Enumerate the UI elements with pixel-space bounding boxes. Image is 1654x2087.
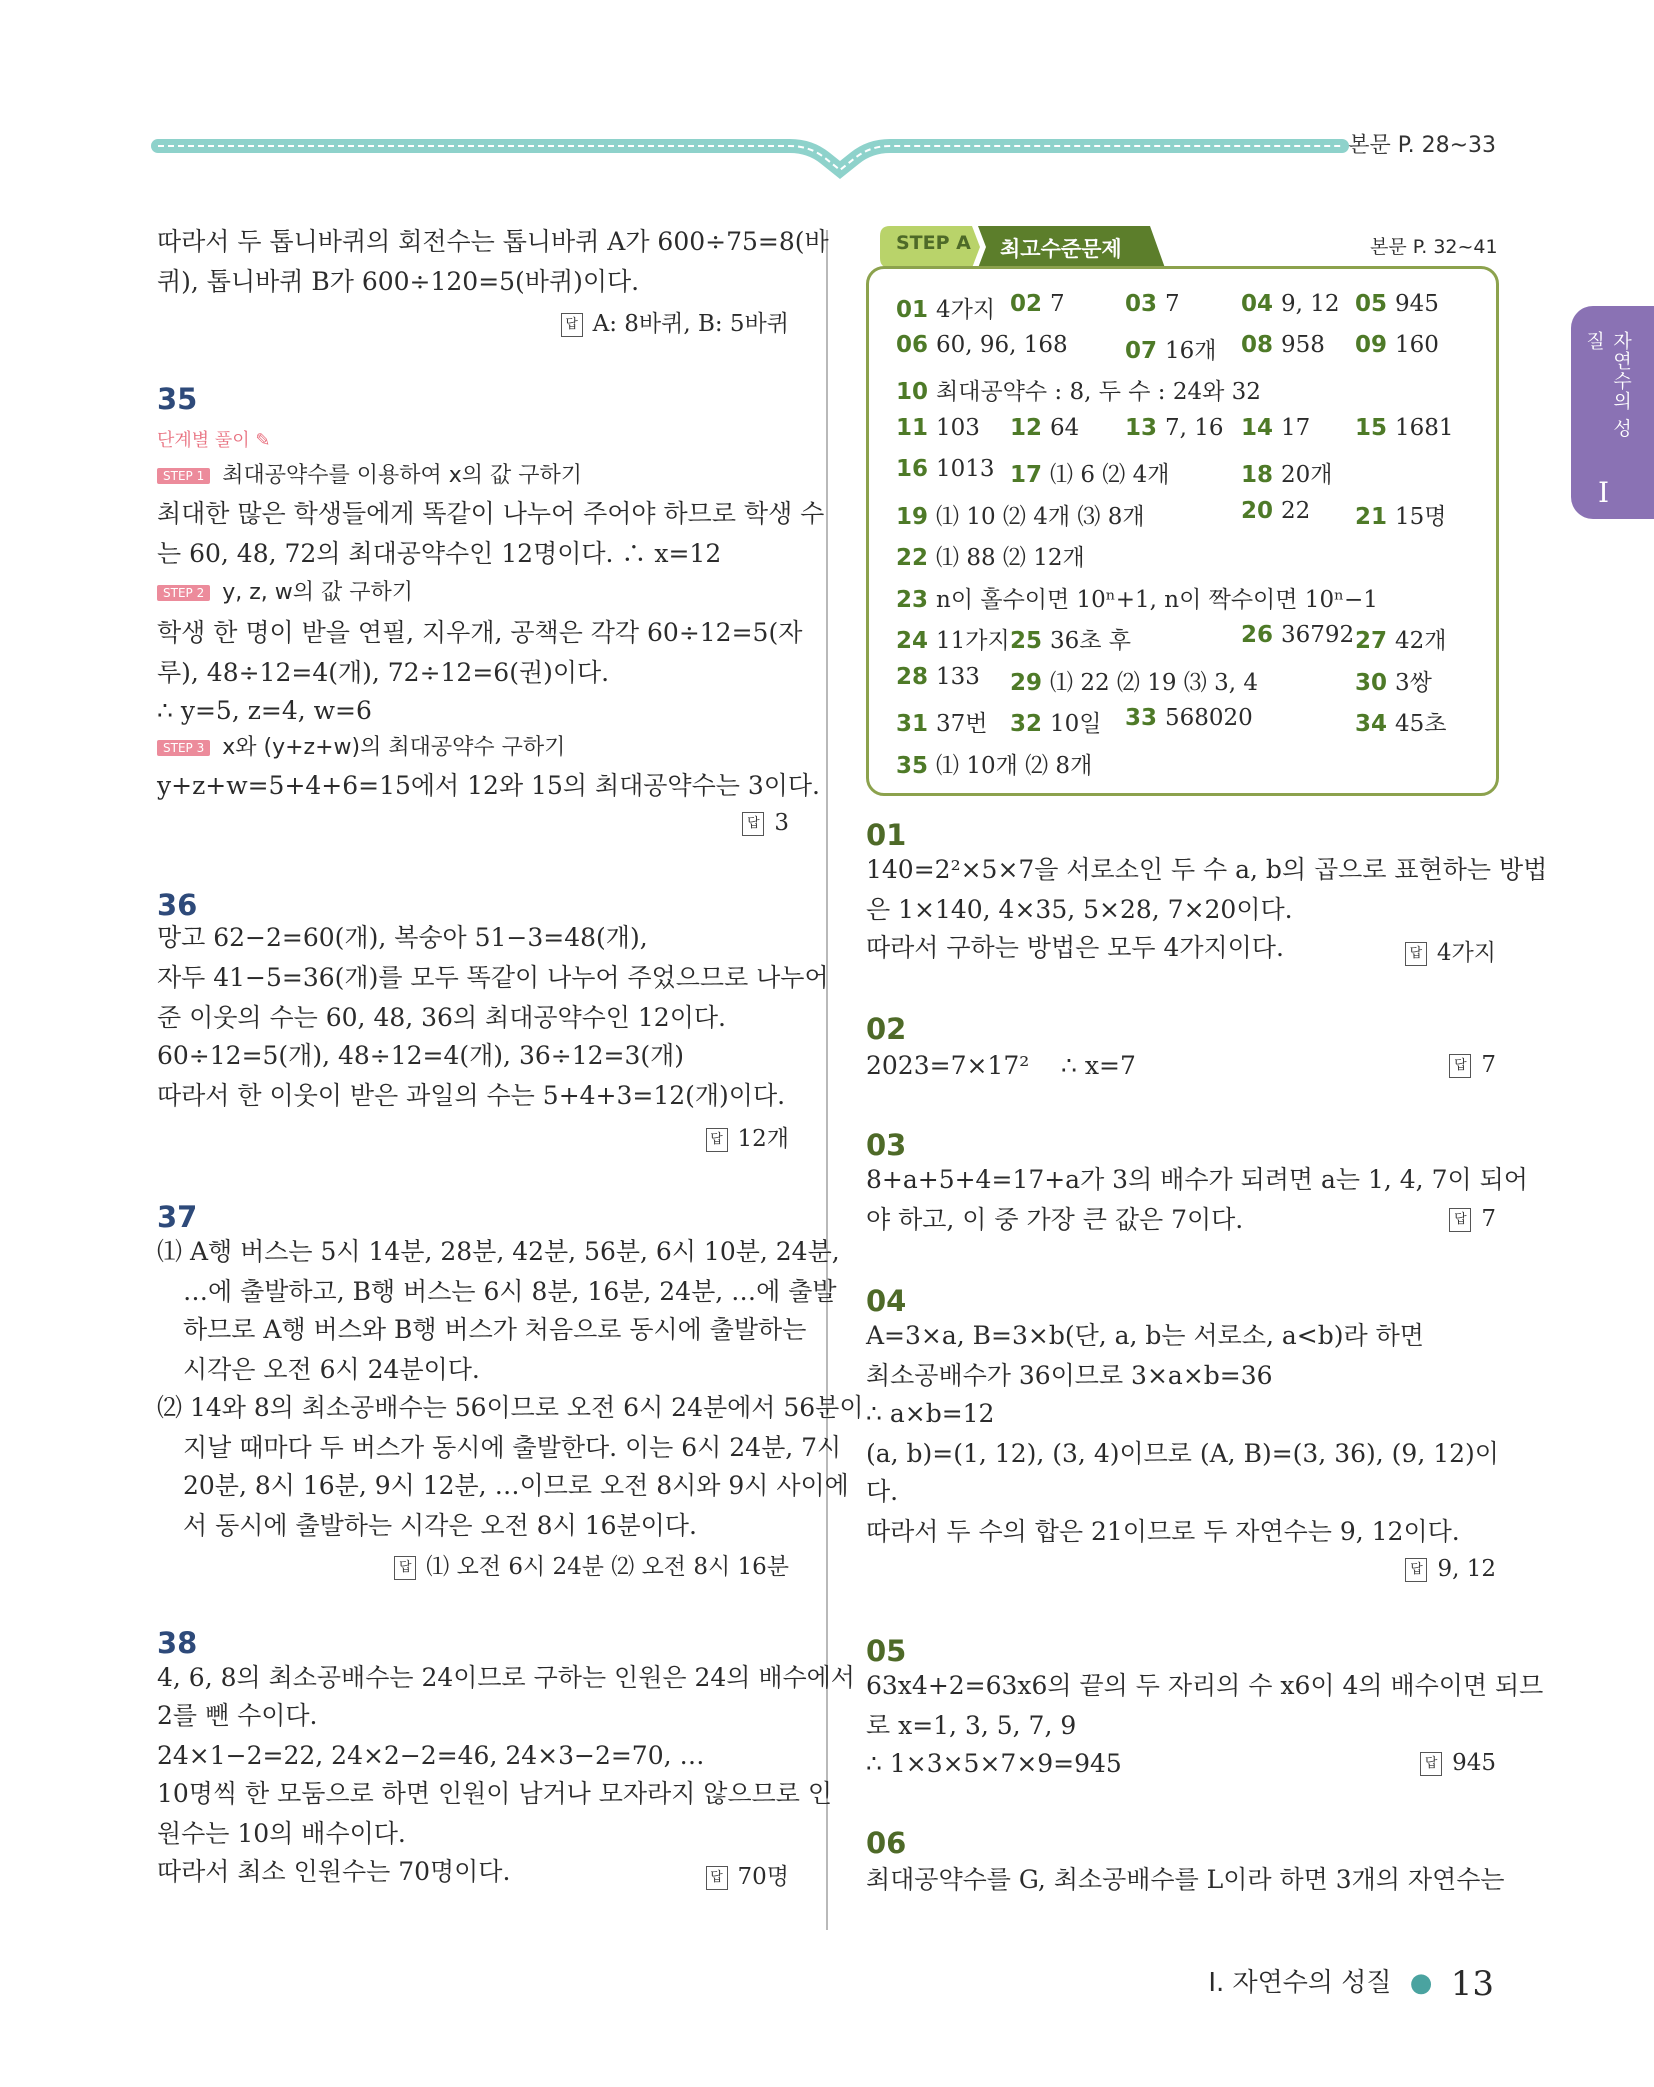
step2-heading: [157, 575, 413, 606]
problem-37-number: 37: [157, 1200, 198, 1234]
s03-line-1: 8+a+5+4=17+a가 3의 배수가 되려면 a는 1, 4, 7이 되어: [866, 1165, 1528, 1194]
s05-line-3: ∴ 1×3×5×7×9=945: [866, 1749, 1122, 1778]
intro-line-1: 따라서 두 톱니바퀴의 회전수는 톱니바퀴 A가 600÷75=8(바: [157, 227, 829, 256]
p37-answer: [394, 1548, 789, 1581]
answer-key-item: 22 ⑴ 88 ⑵ 12개: [896, 545, 1085, 571]
p37-line-4: 시각은 오전 6시 24분이다.: [183, 1355, 480, 1384]
answer-key-item: 35 ⑴ 10개 ⑵ 8개: [896, 753, 1093, 779]
p36-line-5: 따라서 한 이웃이 받은 과일의 수는 5+4+3=12(개)이다.: [157, 1081, 786, 1110]
answer-key-item: 18 20개: [1241, 462, 1333, 488]
solution-03-number: 03: [866, 1128, 907, 1162]
answer-key-box: [866, 266, 1499, 796]
s02-line-1: 2023=7×17² ∴ x=7: [866, 1051, 1136, 1080]
answer-key-item: 10 최대공약수 : 8, 두 수 : 24와 32: [896, 379, 1261, 405]
s04-line-5: 다.: [866, 1477, 899, 1506]
step3-heading: [157, 730, 565, 761]
problem-36-number: 36: [157, 888, 198, 922]
answer-key-item: 26 36792: [1241, 622, 1355, 648]
step-solution-title-text: 단계별 풀이: [157, 430, 250, 451]
header-page-ref: 본문 P. 28~33: [1348, 133, 1496, 158]
p37-line-3: 하므로 A행 버스와 B행 버스가 처음으로 동시에 출발하는: [183, 1315, 807, 1344]
answer-mark: 답: [742, 812, 764, 836]
s01-answer-text: 4가지: [1436, 940, 1496, 966]
page-number: 13: [1450, 1963, 1494, 2004]
s02-answer: [1449, 1052, 1496, 1078]
answer-mark: 답: [394, 1556, 416, 1580]
bulb-icon: ●: [1409, 1968, 1433, 1998]
answer-key-item: 08 958: [1241, 332, 1325, 358]
answer-key-item: 14 17: [1241, 415, 1311, 441]
s01-line-1: 140=2²×5×7을 서로소인 두 수 a, b의 곱으로 표현하는 방법: [866, 855, 1548, 884]
answer-key-item: 34 45초: [1355, 711, 1447, 737]
p36-line-4: 60÷12=5(개), 48÷12=4(개), 36÷12=3(개): [157, 1041, 685, 1070]
p37-line-6: 지날 때마다 두 버스가 동시에 출발한다. 이는 6시 24분, 7시: [183, 1433, 842, 1462]
answer-key-item: 16 1013: [896, 456, 995, 482]
step1-line-1: 최대한 많은 학생들에게 똑같이 나누어 주어야 하므로 학생 수: [157, 499, 825, 528]
answer-key-item: 13 7, 16: [1125, 415, 1224, 441]
step3-line-1: y+z+w=5+4+6=15에서 12와 15의 최대공약수는 3이다.: [157, 771, 820, 800]
step-a-page-ref: 본문 P. 32~41: [1370, 236, 1498, 258]
answer-key-item: 21 15명: [1355, 504, 1447, 530]
step1-text: 최대공약수를 이용하여 x의 값 구하기: [222, 463, 582, 488]
answer-key-item: 11 103: [896, 415, 980, 441]
p37-line-8: 서 동시에 출발하는 시각은 오전 8시 16분이다.: [183, 1511, 697, 1540]
s01-line-2: 은 1×140, 4×35, 5×28, 7×20이다.: [866, 895, 1293, 924]
p37-answer-text: ⑴ 오전 6시 24분 ⑵ 오전 8시 16분: [426, 1554, 789, 1580]
s04-line-1: A=3×a, B=3×b(단, a, b는 서로소, a<b)라 하면: [866, 1321, 1424, 1350]
step2-line-1: 학생 한 명이 받을 연필, 지우개, 공책은 각각 60÷12=5(자: [157, 618, 803, 647]
s05-line-2: 로 x=1, 3, 5, 7, 9: [866, 1711, 1077, 1740]
answer-key-item: 03 7: [1125, 291, 1180, 317]
s04-answer: [1405, 1556, 1496, 1582]
p38-line-3: 24×1−2=22, 24×2−2=46, 24×3−2=70, …: [157, 1741, 705, 1770]
s04-line-2: 최소공배수가 36이므로 3×a×b=36: [866, 1361, 1273, 1390]
answer-mark: 답: [561, 313, 583, 337]
s01-answer: [1405, 934, 1496, 967]
p37-line-7: 20분, 8시 16분, 9시 12분, …이므로 오전 8시와 9시 사이에: [183, 1471, 849, 1500]
answer-key-item: 28 133: [896, 664, 980, 690]
answer-key-item: 06 60, 96, 168: [896, 332, 1068, 358]
s03-answer: [1449, 1206, 1496, 1232]
chapter-side-tab: [1571, 306, 1654, 519]
p38-line-4: 10명씩 한 모둠으로 하면 인원이 남거나 모자라지 않으므로 인: [157, 1779, 832, 1808]
p38-line-5: 원수는 10의 배수이다.: [157, 1819, 406, 1848]
answer-key-item: 30 3쌍: [1355, 670, 1432, 696]
p35-answer: [742, 810, 789, 836]
answer-mark: 답: [706, 1866, 728, 1890]
answer-mark: 답: [706, 1128, 728, 1152]
solution-02-number: 02: [866, 1012, 907, 1046]
solution-01-number: 01: [866, 818, 907, 852]
answer-mark: 답: [1449, 1208, 1471, 1232]
answer-key-item: 23 n이 홀수이면 10ⁿ+1, n이 짝수이면 10ⁿ−1: [896, 587, 1378, 613]
step2-text: y, z, w의 값 구하기: [222, 580, 413, 605]
answer-key-item: 19 ⑴ 10 ⑵ 4개 ⑶ 8개: [896, 504, 1145, 530]
step1-heading: [157, 458, 582, 489]
answer-key-item: 24 11가지: [896, 628, 1010, 654]
step-solution-title: [157, 426, 271, 452]
p37-line-2: …에 출발하고, B행 버스는 6시 8분, 16분, 24분, …에 출발: [183, 1277, 837, 1306]
answer-mark: 답: [1405, 942, 1427, 966]
answer-key-item: 15 1681: [1355, 415, 1454, 441]
p37-line-5: ⑵ 14와 8의 최소공배수는 56이므로 오전 6시 24분에서 56분이: [157, 1393, 864, 1422]
p36-line-2: 자두 41−5=36(개)를 모두 똑같이 나누어 주었으므로 나누어: [157, 963, 829, 992]
step2-line-2: 루), 48÷12=4(개), 72÷12=6(권)이다.: [157, 658, 610, 687]
solution-04-number: 04: [866, 1284, 907, 1318]
s02-answer-text: 7: [1481, 1052, 1496, 1078]
p36-line-3: 준 이웃의 수는 60, 48, 36의 최대공약수인 12이다.: [157, 1003, 726, 1032]
answer-key-item: 17 ⑴ 6 ⑵ 4개: [1010, 462, 1170, 488]
side-tab-label: 자연수의 성질: [1583, 331, 1632, 439]
p36-line-1: 망고 62−2=60(개), 복숭아 51−3=48(개),: [157, 923, 648, 952]
p38-answer-text: 70명: [737, 1864, 789, 1890]
p35-answer-text: 3: [774, 810, 789, 836]
p38-line-2: 2를 뺀 수이다.: [157, 1701, 318, 1730]
answer-key-item: 09 160: [1355, 332, 1439, 358]
s03-answer-text: 7: [1481, 1206, 1496, 1232]
header-ribbon: [150, 118, 1350, 198]
answer-key-item: 27 42개: [1355, 628, 1447, 654]
answer-key-item: 05 945: [1355, 291, 1439, 317]
s05-answer: [1420, 1750, 1496, 1776]
s05-answer-text: 945: [1452, 1750, 1496, 1776]
problem-38-number: 38: [157, 1626, 198, 1660]
solution-06-number: 06: [866, 1826, 907, 1860]
answer-key-item: 31 37번: [896, 711, 988, 737]
answer-key-item: 33 568020: [1125, 705, 1253, 731]
intro-line-2: 퀴), 톱니바퀴 B가 600÷120=5(바퀴)이다.: [157, 267, 640, 296]
s04-line-4: (a, b)=(1, 12), (3, 4)이므로 (A, B)=(3, 36), (9, 12)이: [866, 1439, 1499, 1468]
p36-answer-text: 12개: [737, 1126, 789, 1152]
s03-line-2: 야 하고, 이 중 가장 큰 값은 7이다.: [866, 1205, 1244, 1234]
s04-answer-text: 9, 12: [1437, 1556, 1496, 1582]
step1-tag: STEP 1: [157, 468, 210, 484]
step2-line-3: ∴ y=5, z=4, w=6: [157, 696, 372, 725]
answer-mark: 답: [1449, 1054, 1471, 1078]
answer-key-item: 29 ⑴ 22 ⑵ 19 ⑶ 3, 4: [1010, 670, 1258, 696]
step3-text: x와 (y+z+w)의 최대공약수 구하기: [222, 735, 566, 760]
p38-answer: [706, 1858, 790, 1891]
s04-line-3: ∴ a×b=12: [866, 1399, 995, 1428]
answer-key-item: 02 7: [1010, 291, 1065, 317]
answer-key-item: 07 16개: [1125, 338, 1217, 364]
problem-35-number: 35: [157, 382, 198, 416]
page-footer: [1208, 1962, 1494, 2004]
p36-answer: [706, 1120, 790, 1153]
p38-line-1: 4, 6, 8의 최소공배수는 24이므로 구하는 인원은 24의 배수에서: [157, 1663, 855, 1692]
intro-answer: [561, 305, 789, 338]
pencil-icon: ✎: [255, 430, 271, 451]
step-a-title: 최고수준문제: [1000, 237, 1122, 261]
s01-line-3: 따라서 구하는 방법은 모두 4가지이다.: [866, 933, 1284, 962]
step2-tag: STEP 2: [157, 585, 210, 601]
p37-line-1: ⑴ A행 버스는 5시 14분, 28분, 42분, 56분, 6시 10분, 24분,: [157, 1237, 840, 1266]
s04-line-6: 따라서 두 수의 합은 21이므로 두 자연수는 9, 12이다.: [866, 1517, 1460, 1546]
side-tab-roman: I: [1598, 476, 1610, 509]
intro-answer-text: A: 8바퀴, B: 5바퀴: [592, 311, 789, 337]
answer-key-item: 25 36초 후: [1010, 628, 1132, 654]
answer-key-item: 04 9, 12: [1241, 291, 1340, 317]
answer-key-item: 32 10일: [1010, 711, 1102, 737]
solution-05-number: 05: [866, 1634, 907, 1668]
s05-line-1: 63x4+2=63x6의 끝의 두 자리의 수 x6이 4의 배수이면 되므: [866, 1671, 1544, 1700]
answer-key-item: 12 64: [1010, 415, 1080, 441]
s06-line-1: 최대공약수를 G, 최소공배수를 L이라 하면 3개의 자연수는: [866, 1865, 1505, 1894]
answer-mark: 답: [1420, 1752, 1442, 1776]
answer-mark: 답: [1405, 1558, 1427, 1582]
step3-tag: STEP 3: [157, 740, 210, 756]
step1-line-2: 는 60, 48, 72의 최대공약수인 12명이다. ∴ x=12: [157, 539, 722, 568]
step-a-label: STEP A: [896, 232, 971, 254]
answer-key-item: 01 4가지: [896, 297, 996, 323]
answer-key-item: 20 22: [1241, 498, 1311, 524]
footer-chapter: I. 자연수의 성질: [1208, 1968, 1392, 1998]
p38-line-6: 따라서 최소 인원수는 70명이다.: [157, 1857, 511, 1886]
